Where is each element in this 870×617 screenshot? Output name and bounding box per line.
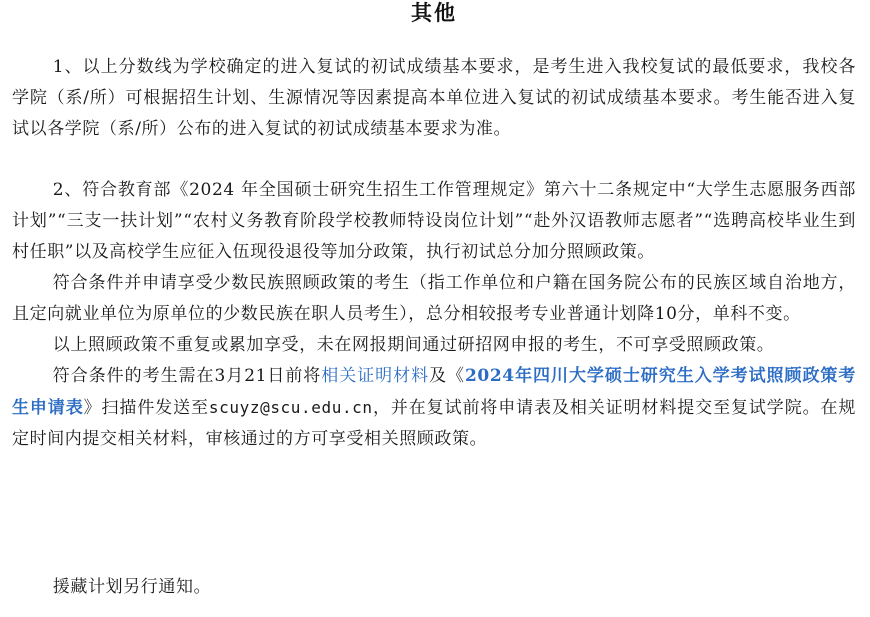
instructions-text-4: ，并在复试前将申请表及相关证明材料提交至复试学院。在规定时间内提交相关材料，审核通过的方可享受相关照顾政策。 bbox=[12, 398, 856, 449]
paragraph-bonus-policy: 2、符合教育部《2024 年全国硕士研究生招生工作管理规定》第六十二条规定中“大学生志愿服务西部计划”“三支一扶计划”“农村义务教育阶段学校教师特设岗位计划”“赴外汉语教师志愿者”“选聘高校毕业生到村任职”以及高校学生应征入伍现役退役等加分政策，执行初试总分加分照顾政策。 bbox=[12, 180, 856, 262]
paragraph-gap bbox=[12, 145, 856, 175]
paragraph-no-duplicate: 以上照顾政策不重复或累加享受，未在网报期间通过研招网申报的考生，不可享受照顾政策。 bbox=[52, 335, 775, 355]
paragraph-score-requirement: 1、以上分数线为学校确定的进入复试的初试成绩基本要求，是考生进入我校复试的最低要求，我校各学院（系/所）可根据招生计划、生源情况等因素提高本单位进入复试的初试成绩基本要求。考生能否进入复试以各学院（系/所）公布的进入复试的初试成绩基本要求为准。 bbox=[12, 57, 856, 139]
paragraph-tibet-plan: 援藏计划另行通知。 bbox=[52, 577, 212, 597]
instructions-text-1: 符合条件的考生需在3月21日前将 bbox=[52, 366, 322, 386]
paragraph-application-instructions bbox=[12, 361, 856, 455]
email-address: scuyz@scu.edu.cn bbox=[208, 398, 373, 417]
instructions-text-2: 及《 bbox=[429, 366, 465, 386]
paragraph-minority-policy: 符合条件并申请享受少数民族照顾政策的考生（指工作单位和户籍在国务院公布的民族区域自治地方，且定向就业单位为原单位的少数民族在职人员考生），总分相较报考专业普通计划降10分，单科不变。 bbox=[12, 273, 856, 324]
section-title: 其他 bbox=[411, 1, 457, 25]
instructions-text-3: 》扫描件发送至 bbox=[83, 398, 209, 418]
proof-materials-link[interactable]: 相关证明材料 bbox=[321, 366, 430, 386]
application-form-link[interactable]: 2024年四川大学硕士研究生入学考试照顾政策考生申请表 bbox=[12, 366, 856, 418]
